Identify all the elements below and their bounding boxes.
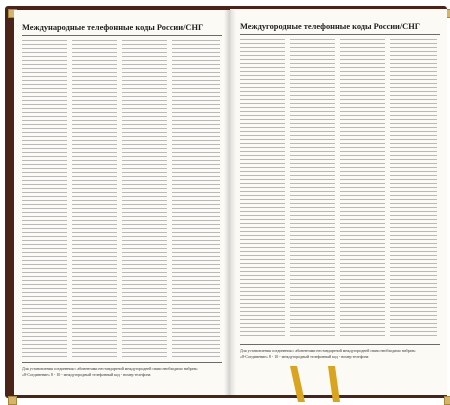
- text-column: [290, 39, 335, 339]
- page-title: Международные телефонные коды России/СНГ: [22, 23, 204, 32]
- footnote: Для установления соединения с абонентами нестандартной междугородней связи необходимо набрать:: [22, 366, 199, 371]
- text-column: [240, 39, 285, 339]
- left-page: [14, 10, 230, 395]
- footnote: «8-Соединение» 8 - 10 - междугородный телефонный код - номер телефона: [240, 354, 369, 359]
- bookmark-ribbon: [328, 366, 340, 402]
- corner-protector: [8, 396, 17, 405]
- text-column: [390, 39, 437, 339]
- text-column: [340, 39, 385, 339]
- footnote-rule: [22, 362, 222, 363]
- bookmark-ribbons: [288, 366, 348, 402]
- header-rule: [22, 35, 222, 36]
- text-column: [122, 40, 167, 358]
- text-column: [22, 40, 67, 358]
- bookmark-ribbon: [290, 366, 305, 402]
- footnote: Для установления соединения с абонентами нестандартной междугородней связи необходимо набрать:: [240, 348, 417, 353]
- header-rule: [240, 34, 440, 35]
- right-page: [230, 9, 447, 395]
- footnote-rule: [240, 344, 440, 345]
- text-column: [172, 40, 220, 358]
- footnote: «8-Соединение» 8 - 10 - междугородный телефонный код - номер телефона: [22, 372, 151, 377]
- book-cover: [5, 6, 447, 398]
- corner-protector: [444, 396, 450, 405]
- text-column: [72, 40, 117, 358]
- page-title: Междугородные телефонные коды России/СНГ: [240, 22, 421, 31]
- book-gutter: [224, 10, 236, 395]
